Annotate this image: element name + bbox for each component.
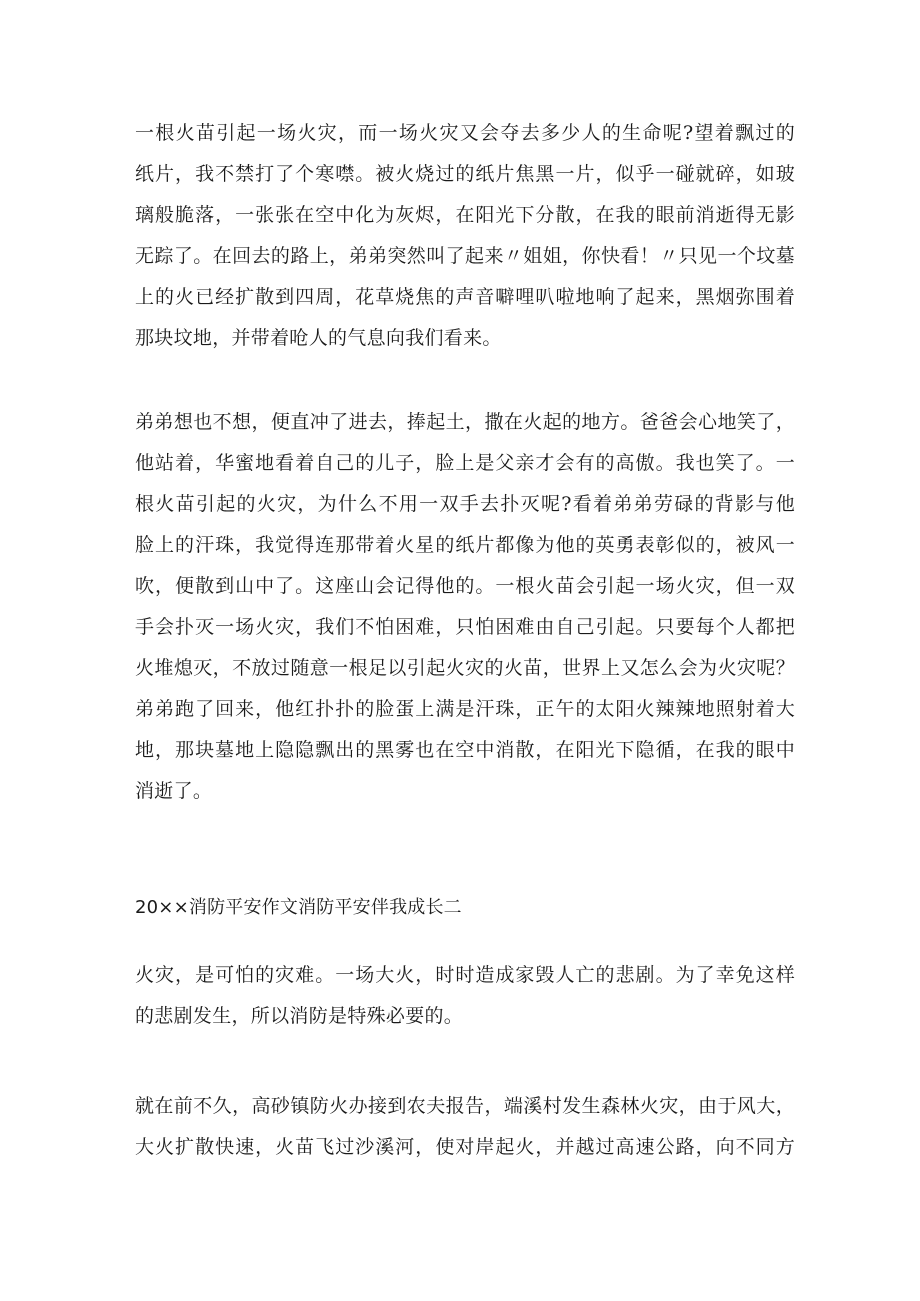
text-line: 吹，便散到山中了。这座山会记得他的。一根火苗会引起一场火灾，但一双	[135, 575, 795, 597]
text-line: 手会扑灭一场火灾，我们不怕困难，只怕困难由自己引起。只要每个人都把	[135, 616, 795, 638]
text-line: 根火苗引起的火灾，为什么不用一双手去扑灭呢?看着弟弟劳碌的背影与他	[135, 493, 795, 515]
text-line: 火堆熄灭，不放过随意一根足以引起火灾的火苗，世界上又怎么会为火灾呢？	[135, 657, 795, 679]
section-heading: 20××消防平安作文消防平安伴我成长二	[135, 897, 462, 918]
text-line: 纸片，我不禁打了个寒噤。被火烧过的纸片焦黑一片，似乎一碰就碎，如玻	[135, 163, 795, 185]
text-line: 弟弟想也不想，便直冲了进去，捧起土，撒在火起的地方。爸爸会心地笑了，	[135, 411, 795, 433]
text-line: 上的火已经扩散到四周，花草烧焦的声音噼哩叭啦地响了起来，黑烟弥围着	[135, 286, 795, 308]
paragraph-3	[135, 955, 795, 1037]
text-line: 就在前不久，高砂镇防火办接到农夫报告，端溪村发生森林火灾，由于风大，	[135, 1095, 795, 1117]
paragraph-2	[135, 402, 795, 812]
paragraph-1	[135, 113, 795, 359]
text-line: 无踪了。在回去的路上，弟弟突然叫了起来〃姐姐，你快看！〃只见一个坟墓	[135, 245, 795, 267]
text-line: 大火扩散快速，火苗飞过沙溪河，使对岸起火，并越过高速公路，向不同方	[135, 1136, 795, 1158]
text-line: 那块坟地，并带着呛人的气息向我们看来。	[135, 327, 502, 349]
text-line: 一根火苗引起一场火灾，而一场火灾又会夺去多少人的生命呢?望着飘过的	[135, 122, 795, 144]
text-line: 消逝了。	[135, 780, 213, 802]
text-line: 地，那块墓地上隐隐飘出的黑雾也在空中消散，在阳光下隐循，在我的眼中	[135, 739, 795, 761]
text-line: 璃般脆落，一张张在空中化为灰烬，在阳光下分散，在我的眼前消逝得无影	[135, 204, 795, 226]
text-line: 的悲剧发生，所以消防是特殊必要的。	[135, 1005, 464, 1027]
text-line: 他站着，华蜜地看着自己的儿子，脸上是父亲才会有的高傲。我也笑了。一	[135, 452, 795, 474]
text-line: 脸上的汗珠，我觉得连那带着火星的纸片都像为他的英勇表彰似的，被风一	[135, 534, 795, 556]
paragraph-4	[135, 1086, 795, 1168]
text-line: 火灾，是可怕的灾难。一场大火，时时造成家毁人亡的悲剧。为了幸免这样	[135, 964, 795, 986]
text-line: 弟弟跑了回来，他红扑扑的脸蛋上满是汗珠，正午的太阳火辣辣地照射着大	[135, 698, 795, 720]
